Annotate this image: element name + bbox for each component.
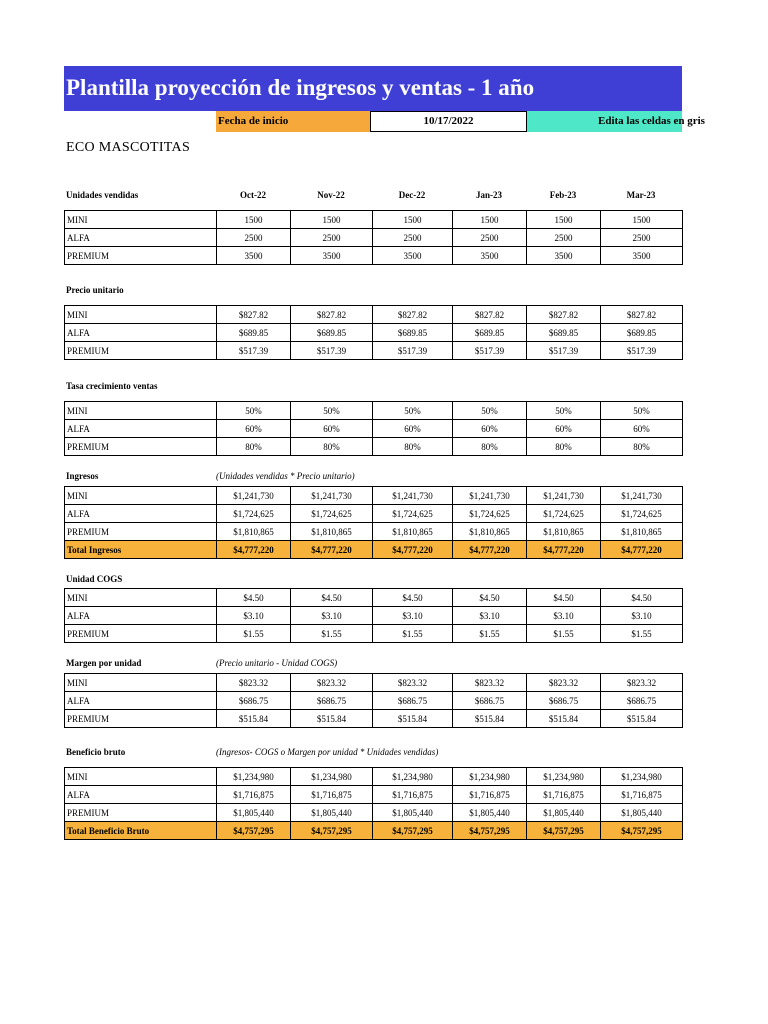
value-cell[interactable]: $827.82 (527, 306, 601, 324)
value-cell: $1,234,980 (291, 768, 373, 786)
row-label: PREMIUM (65, 247, 217, 265)
value-cell[interactable]: 3500 (373, 247, 453, 265)
value-cell[interactable]: 60% (373, 420, 453, 438)
value-cell[interactable]: 50% (291, 402, 373, 420)
value-cell[interactable]: $827.82 (453, 306, 527, 324)
value-cell: $4,777,220 (601, 541, 683, 559)
value-cell[interactable]: $4.50 (373, 589, 453, 607)
value-cell[interactable]: $4.50 (453, 589, 527, 607)
growth-table (64, 401, 683, 456)
value-cell[interactable]: $4.50 (527, 589, 601, 607)
value-cell: $823.32 (291, 674, 373, 692)
value-cell[interactable]: 3500 (527, 247, 601, 265)
value-cell: $1,805,440 (291, 804, 373, 822)
total-row (65, 541, 683, 559)
row-label: MINI (65, 306, 217, 324)
margin-table (64, 673, 683, 728)
value-cell[interactable]: $3.10 (453, 607, 527, 625)
table-row (65, 420, 683, 438)
value-cell[interactable]: $517.39 (527, 342, 601, 360)
growth-section-label: Tasa crecimiento ventas (66, 381, 158, 391)
row-label: ALFA (65, 229, 217, 247)
row-label: MINI (65, 487, 217, 505)
value-cell[interactable]: 60% (291, 420, 373, 438)
row-label: ALFA (65, 607, 217, 625)
value-cell[interactable]: 1500 (527, 211, 601, 229)
value-cell[interactable]: 3500 (453, 247, 527, 265)
value-cell: $4,757,295 (217, 822, 291, 840)
value-cell[interactable]: $1.55 (527, 625, 601, 643)
value-cell[interactable]: 80% (217, 438, 291, 456)
value-cell: $1,241,730 (527, 487, 601, 505)
value-cell: $1,810,865 (601, 523, 683, 541)
value-cell: $4,757,295 (373, 822, 453, 840)
value-cell[interactable]: 2500 (601, 229, 683, 247)
row-label: ALFA (65, 786, 217, 804)
value-cell[interactable]: $4.50 (601, 589, 683, 607)
value-cell: $1,805,440 (373, 804, 453, 822)
value-cell[interactable]: $827.82 (217, 306, 291, 324)
value-cell: $686.75 (601, 692, 683, 710)
table-row (65, 247, 683, 265)
value-cell[interactable]: 2500 (453, 229, 527, 247)
value-cell: $1,724,625 (291, 505, 373, 523)
value-cell: $686.75 (291, 692, 373, 710)
row-label: ALFA (65, 505, 217, 523)
value-cell[interactable]: $517.39 (217, 342, 291, 360)
value-cell[interactable]: $827.82 (373, 306, 453, 324)
value-cell[interactable]: 50% (527, 402, 601, 420)
value-cell[interactable]: 3500 (217, 247, 291, 265)
value-cell: $4,757,295 (527, 822, 601, 840)
value-cell[interactable]: $689.85 (217, 324, 291, 342)
value-cell: $823.32 (373, 674, 453, 692)
value-cell[interactable]: 1500 (217, 211, 291, 229)
value-cell: $515.84 (453, 710, 527, 728)
value-cell: $515.84 (373, 710, 453, 728)
row-label: ALFA (65, 324, 217, 342)
value-cell[interactable]: 1500 (453, 211, 527, 229)
value-cell: $1,241,730 (453, 487, 527, 505)
month-header-cell: Mar-23 (626, 190, 656, 200)
value-cell[interactable]: $3.10 (601, 607, 683, 625)
value-cell[interactable]: $4.50 (217, 589, 291, 607)
value-cell[interactable]: $517.39 (601, 342, 683, 360)
value-cell[interactable]: $689.85 (373, 324, 453, 342)
row-label: MINI (65, 211, 217, 229)
value-cell: $4,757,295 (453, 822, 527, 840)
edit-hint: Edita las celdas en gris (527, 111, 682, 132)
units-table (64, 210, 683, 265)
value-cell: $686.75 (453, 692, 527, 710)
value-cell[interactable]: 80% (373, 438, 453, 456)
start-date-field[interactable]: 10/17/2022 (370, 111, 527, 132)
value-cell: $1,234,980 (527, 768, 601, 786)
value-cell: $1,241,730 (373, 487, 453, 505)
value-cell: $1,716,875 (453, 786, 527, 804)
value-cell: $1,805,440 (527, 804, 601, 822)
value-cell: $1,716,875 (527, 786, 601, 804)
month-header-cell: Dec-22 (398, 190, 426, 200)
row-label: PREMIUM (65, 625, 217, 643)
value-cell: $1,241,730 (291, 487, 373, 505)
company-name: ECO MASCOTITAS (66, 140, 191, 155)
value-cell[interactable]: $3.10 (291, 607, 373, 625)
value-cell[interactable]: 60% (453, 420, 527, 438)
value-cell[interactable]: 60% (527, 420, 601, 438)
value-cell: $686.75 (373, 692, 453, 710)
start-date-label: Fecha de inicio (216, 111, 370, 132)
unit-price-table (64, 305, 683, 360)
cogs-table (64, 588, 683, 643)
value-cell: $823.32 (217, 674, 291, 692)
revenue-formula-note: (Unidades vendidas * Precio unitario) (216, 471, 355, 481)
units-section-label: Unidades vendidas (66, 190, 139, 200)
margin-section-label: Margen por unidad (66, 658, 142, 668)
value-cell[interactable]: $4.50 (291, 589, 373, 607)
value-cell: $515.84 (527, 710, 601, 728)
value-cell: $1,810,865 (291, 523, 373, 541)
value-cell[interactable]: $517.39 (373, 342, 453, 360)
value-cell: $4,777,220 (291, 541, 373, 559)
table-row (65, 589, 683, 607)
value-cell: $686.75 (527, 692, 601, 710)
value-cell: $1,724,625 (373, 505, 453, 523)
value-cell[interactable]: 60% (217, 420, 291, 438)
table-row (65, 324, 683, 342)
value-cell[interactable]: 80% (601, 438, 683, 456)
value-cell[interactable]: 2500 (291, 229, 373, 247)
value-cell[interactable]: $1.55 (453, 625, 527, 643)
value-cell: $1,724,625 (217, 505, 291, 523)
value-cell: $4,777,220 (373, 541, 453, 559)
table-row (65, 674, 683, 692)
cogs-section-label: Unidad COGS (66, 574, 123, 584)
row-label: PREMIUM (65, 523, 217, 541)
value-cell[interactable]: $1.55 (291, 625, 373, 643)
table-row (65, 342, 683, 360)
value-cell: $1,810,865 (527, 523, 601, 541)
month-header-cell: Jan-23 (475, 190, 502, 200)
value-cell[interactable]: 2500 (217, 229, 291, 247)
value-cell[interactable]: $1.55 (601, 625, 683, 643)
table-row (65, 710, 683, 728)
row-label: PREMIUM (65, 342, 217, 360)
table-row (65, 692, 683, 710)
row-label: PREMIUM (65, 804, 217, 822)
gross-profit-formula-note: (Ingresos- COGS o Margen por unidad * Unidades vendidas) (216, 747, 439, 757)
row-label: ALFA (65, 692, 217, 710)
value-cell[interactable]: 50% (217, 402, 291, 420)
value-cell: $515.84 (291, 710, 373, 728)
row-label: Total Beneficio Bruto (65, 822, 217, 840)
value-cell[interactable]: $3.10 (527, 607, 601, 625)
table-row (65, 229, 683, 247)
value-cell[interactable]: 80% (291, 438, 373, 456)
table-row (65, 402, 683, 420)
value-cell[interactable]: $827.82 (291, 306, 373, 324)
value-cell: $1,241,730 (217, 487, 291, 505)
row-label: MINI (65, 674, 217, 692)
value-cell[interactable]: 2500 (373, 229, 453, 247)
value-cell[interactable]: 60% (601, 420, 683, 438)
table-row (65, 607, 683, 625)
unit-price-section-label: Precio unitario (66, 285, 124, 295)
value-cell: $1,724,625 (527, 505, 601, 523)
margin-formula-note: (Precio unitario - Unidad COGS) (216, 658, 338, 668)
table-row (65, 804, 683, 822)
row-label: MINI (65, 589, 217, 607)
value-cell: $823.32 (601, 674, 683, 692)
table-row (65, 487, 683, 505)
value-cell: $1,805,440 (601, 804, 683, 822)
table-row (65, 505, 683, 523)
value-cell[interactable]: $689.85 (601, 324, 683, 342)
value-cell[interactable]: 50% (373, 402, 453, 420)
row-label: PREMIUM (65, 710, 217, 728)
value-cell: $515.84 (601, 710, 683, 728)
value-cell: $1,234,980 (601, 768, 683, 786)
value-cell: $1,724,625 (453, 505, 527, 523)
table-row (65, 768, 683, 786)
total-row (65, 822, 683, 840)
value-cell[interactable]: 1500 (373, 211, 453, 229)
value-cell: $4,757,295 (601, 822, 683, 840)
value-cell: $1,805,440 (453, 804, 527, 822)
table-row (65, 211, 683, 229)
table-row (65, 625, 683, 643)
value-cell[interactable]: $517.39 (291, 342, 373, 360)
value-cell[interactable]: 3500 (291, 247, 373, 265)
table-row (65, 438, 683, 456)
row-label: MINI (65, 768, 217, 786)
month-header-cell: Oct-22 (240, 190, 266, 200)
value-cell: $1,716,875 (601, 786, 683, 804)
month-header-cell: Feb-23 (549, 190, 577, 200)
value-cell[interactable]: 80% (453, 438, 527, 456)
value-cell[interactable]: 1500 (601, 211, 683, 229)
month-header (64, 190, 682, 204)
value-cell: $1,234,980 (453, 768, 527, 786)
gross-profit-table (64, 767, 683, 840)
value-cell[interactable]: $689.85 (291, 324, 373, 342)
value-cell[interactable]: $517.39 (453, 342, 527, 360)
value-cell[interactable]: $3.10 (217, 607, 291, 625)
value-cell: $1,234,980 (217, 768, 291, 786)
value-cell: $1,716,875 (217, 786, 291, 804)
value-cell[interactable]: $827.82 (601, 306, 683, 324)
revenue-table (64, 486, 683, 559)
value-cell: $515.84 (217, 710, 291, 728)
month-header-cell: Nov-22 (317, 190, 345, 200)
value-cell: $1,724,625 (601, 505, 683, 523)
value-cell: $1,810,865 (453, 523, 527, 541)
value-cell: $4,777,220 (217, 541, 291, 559)
value-cell: $4,777,220 (527, 541, 601, 559)
table-row (65, 306, 683, 324)
value-cell: $1,234,980 (373, 768, 453, 786)
page-title: Plantilla proyección de ingresos y ventas - 1 año (64, 66, 682, 111)
table-row (65, 523, 683, 541)
table-row (65, 786, 683, 804)
value-cell[interactable]: 50% (601, 402, 683, 420)
value-cell: $1,810,865 (217, 523, 291, 541)
value-cell: $4,757,295 (291, 822, 373, 840)
value-cell: $823.32 (527, 674, 601, 692)
value-cell: $4,777,220 (453, 541, 527, 559)
value-cell: $1,810,865 (373, 523, 453, 541)
row-label: PREMIUM (65, 438, 217, 456)
value-cell: $1,805,440 (217, 804, 291, 822)
value-cell[interactable]: $689.85 (527, 324, 601, 342)
value-cell[interactable]: 50% (453, 402, 527, 420)
value-cell[interactable]: 2500 (527, 229, 601, 247)
row-label: MINI (65, 402, 217, 420)
value-cell: $823.32 (453, 674, 527, 692)
value-cell: $1,716,875 (373, 786, 453, 804)
value-cell[interactable]: $1.55 (217, 625, 291, 643)
row-label: Total Ingresos (65, 541, 217, 559)
value-cell[interactable]: 80% (527, 438, 601, 456)
revenue-section-label: Ingresos (66, 471, 99, 481)
value-cell[interactable]: $689.85 (453, 324, 527, 342)
row-label: ALFA (65, 420, 217, 438)
value-cell[interactable]: $1.55 (373, 625, 453, 643)
value-cell: $1,241,730 (601, 487, 683, 505)
gross-profit-section-label: Beneficio bruto (66, 747, 126, 757)
value-cell: $1,716,875 (291, 786, 373, 804)
value-cell: $686.75 (217, 692, 291, 710)
value-cell[interactable]: 1500 (291, 211, 373, 229)
value-cell[interactable]: 3500 (601, 247, 683, 265)
value-cell[interactable]: $3.10 (373, 607, 453, 625)
